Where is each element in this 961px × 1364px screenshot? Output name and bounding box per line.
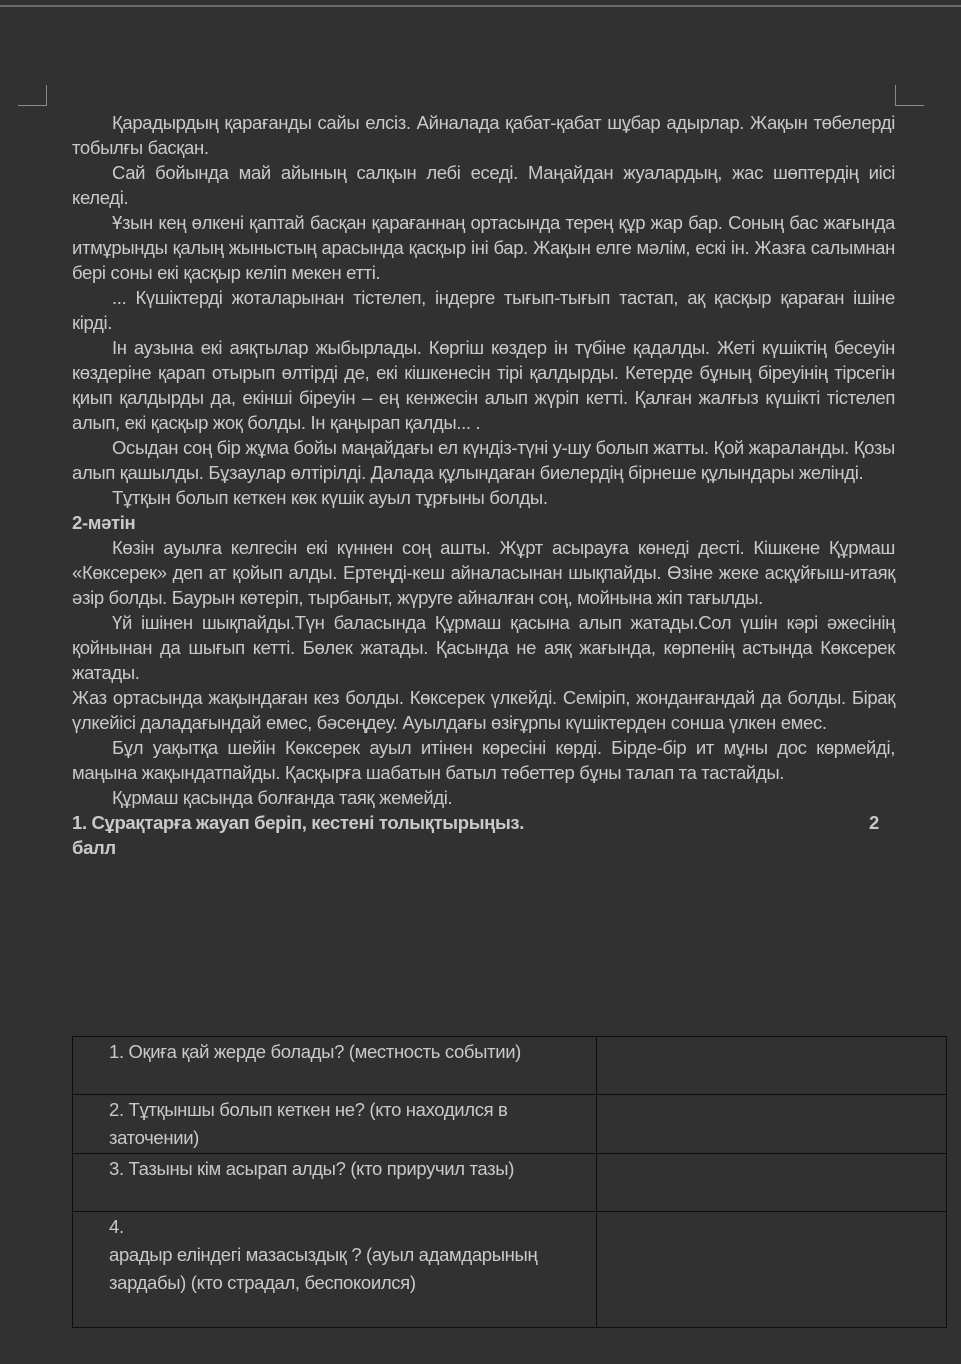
document-body [72, 110, 895, 860]
answer-table [72, 1036, 947, 1328]
paragraph: Көзін ауылға келгесін екі күннен соң ашты. Жұрт асырауға көнеді десті. Кішкене Құрмаш «Көксерек» деп ат қойып алды. Ертеңді-кеш айналасынан шықпайды. Өзіне жеке асқұйғыш-итаяқ әзір болды. Баурын көтеріп, тырбаныт, жүруге айналған соң, мойнына жіп тағылды. [72, 537, 895, 608]
answer-cell[interactable] [597, 1154, 947, 1212]
answer-cell[interactable] [597, 1095, 947, 1154]
answer-cell[interactable] [597, 1037, 947, 1095]
paragraph: Жаз ортасында жақындаған кез болды. Көксерек үлкейді. Семіріп, жонданғандай да болды. Бірақ үлкейісі даладағындай емес, бәсеңдеу. Ауылдағы өзіғұрпы күшіктерден сонша үлкен емес. [72, 687, 895, 733]
answer-cell[interactable] [597, 1212, 947, 1328]
paragraph: Қарадырдың қарағанды сайы елсіз. Айналада қабат-қабат шұбар адырлар. Жақын төбелерді тобылғы басқан. [72, 112, 895, 158]
margin-corner-mark-right [895, 85, 924, 106]
table-row [73, 1095, 947, 1154]
question-text: арадыр еліндегі мазасыздық ? (ауыл адамдарының зардабы) (кто страдал, беспокоился) [109, 1244, 538, 1293]
table-row [73, 1212, 947, 1328]
table-row [73, 1154, 947, 1212]
paragraph: Бұл уақытқа шейін Көксерек ауыл итінен көресіні көрді. Бірде-бір ит мұны дос көрмейді, маңына жақындатпайды. Қасқырға шабатын батыл төбеттер бұны талап та тастайды. [72, 737, 895, 783]
question-cell: 2. Тұтқыншы болып кеткен не? (кто находился в заточении) [73, 1095, 597, 1154]
paragraph: ... Күшіктерді жоталарынан тістелеп, індерге тығып-тығып тастап, ақ қасқыр қараған ішіне кірді. [72, 287, 895, 333]
question-cell: 1. Оқиға қай жерде болады? (местность событии) [73, 1037, 597, 1095]
paragraph: Тұтқын болып кеткен көк күшік ауыл тұрғыны болды. [112, 487, 548, 508]
section-heading: 2-мәтін [72, 512, 136, 533]
question-cell: 3. Тазыны кім асырап алды? (кто приручил тазы) [73, 1154, 597, 1212]
margin-corner-mark-left [18, 85, 47, 106]
points-unit: балл [72, 837, 116, 858]
question-heading [72, 810, 895, 835]
paragraph: Сай бойында май айының салқын лебі еседі. Маңайдан жуалардың, жас шөптердің иісі келеді. [72, 162, 895, 208]
top-divider [0, 5, 961, 7]
question-points: 2 [869, 812, 879, 833]
paragraph: Осыдан соң бір жұма бойы маңайдағы ел күндіз-түні у-шу болып жатты. Қой жараланды. Қозы алып қашылды. Бұзаулар өлтірілді. Далада құлындаған биелердің бірнеше құлындары желінді. [72, 437, 895, 483]
question-number: 4. [109, 1216, 124, 1237]
question-text: 1. Сұрақтарға жауап беріп, кестені толықтырыңыз. [72, 812, 525, 833]
table-row [73, 1037, 947, 1095]
question-cell [73, 1212, 597, 1328]
paragraph: Құрмаш қасында болғанда таяқ жемейді. [112, 787, 453, 808]
paragraph: Ін аузына екі аяқтылар жыбырлады. Көргіш көздер ін түбіне қадалды. Жеті күшіктің бесеуін көздеріне қарап отырып өлтірді де, екі кішкенесін тірі қалдырды. Кетерде бұның біреуінің тірсегін қиып қалдырды да, екінші біреуін – ең кенжесін алып жүріп кетті. Қалған жалғыз күшікті тістелеп алып, екі қасқыр жоқ болды. Ін қаңырап қалды... . [72, 337, 895, 433]
paragraph: Үй ішінен шықпайды.Түн баласында Құрмаш қасына алып жатады.Сол үшін кәрі әжесінің қойнынан да шығып кетті. Бөлек жатады. Қасында не аяқ жағында, көрпенің астында Көксерек жатады. [72, 612, 895, 683]
paragraph: Ұзын кең өлкені қаптай басқан қарағаннаң ортасында терең құр жар бар. Соның бас жағында итмұрынды қалың жыныстың арасында қасқыр іні бар. Жақын елге мәлім, ескі ін. Жазға салымнан бері соны екі қасқыр келіп мекен етті. [72, 212, 895, 283]
